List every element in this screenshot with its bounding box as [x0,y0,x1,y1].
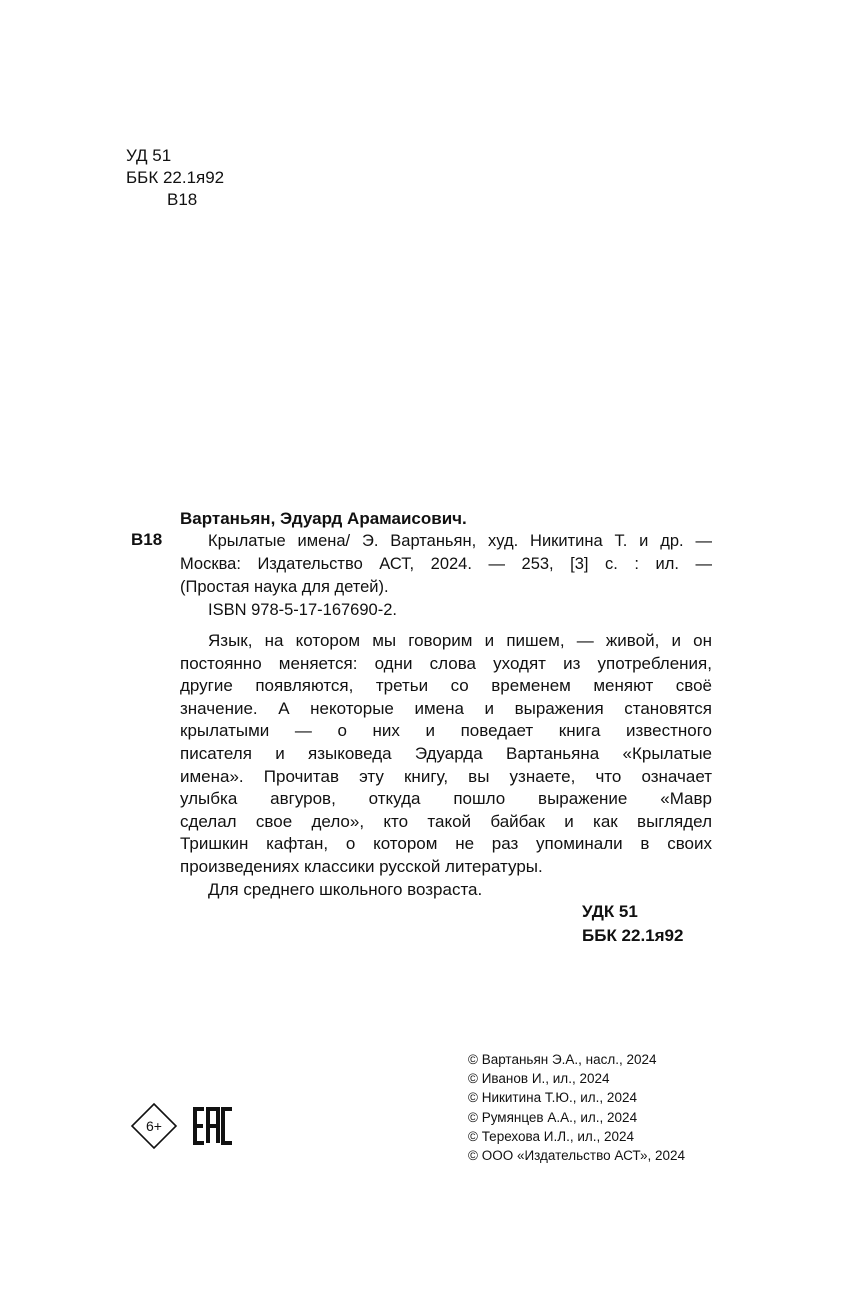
top-author-mark: В18 [167,190,198,209]
copyright-line: © Никитина Т.Ю., ил., 2024 [468,1090,637,1106]
author-heading: Вартаньян, Эдуард Арамаисович. [180,509,467,528]
title-line: Крылатые имена/ Э. Вартаньян, худ. Никитина Т. и др. — [208,532,712,550]
udk-code: УДК 51 [582,902,638,921]
isbn: ISBN 978-5-17-167690-2. [208,601,397,619]
abstract [180,630,712,901]
audience-note: Для среднего школьного возраста. [208,879,483,899]
copyright-list [468,1050,685,1165]
copyright-line: © Вартаньян Э.А., насл., 2024 [468,1052,657,1067]
bbk-code: ББК 22.1я92 [582,926,684,945]
abstract-line: произведениях классики русской литературы. [180,856,543,876]
abstract-line: имена». Прочитав эту книгу, вы узнаете, что означает [180,766,712,786]
author-mark: В18 [131,530,163,549]
eac-logo-icon [192,1106,236,1151]
abstract-line: сделал свое дело», кто такой байбак и как выглядел [180,811,712,831]
top-udk-code: УД 51 [126,146,172,165]
copyright-line: © Терехова И.Л., ил., 2024 [468,1128,635,1144]
abstract-line: улыбка авгуров, откуда пошло выражение «Мавр [180,789,712,809]
title-line: Москва: Издательство АСТ, 2024. — 253, [3] с. : ил. — [180,555,712,573]
abstract-line: постоянно меняется: одни слова уходят из употребления, [180,653,712,673]
bibliographic-description [180,530,712,622]
abstract-line: другие появляются, третьи со временем меняют своё [180,676,712,696]
abstract-line: крылатыми — о них и поведает книга известного [180,721,712,741]
copyright-line: © ООО «Издательство АСТ», 2024 [468,1148,686,1164]
abstract-line: Тришкин кафтан, о котором не раз упоминали в своих [180,834,712,854]
top-bbk-code: ББК 22.1я92 [126,168,225,187]
abstract-line: писателя и языковеда Эдуарда Вартаньяна «Крылатые [180,743,712,763]
copyright-line: © Румянцев А.А., ил., 2024 [468,1109,638,1125]
abstract-line: Язык, на котором мы говорим и пишем, — живой, и он [208,631,712,650]
age-rating: 6+ [146,1118,162,1134]
abstract-line: значение. А некоторые имена и выражения становятся [180,698,712,718]
copyright-line: © Иванов И., ил., 2024 [468,1071,610,1087]
title-line: (Простая наука для детей). [180,578,389,596]
